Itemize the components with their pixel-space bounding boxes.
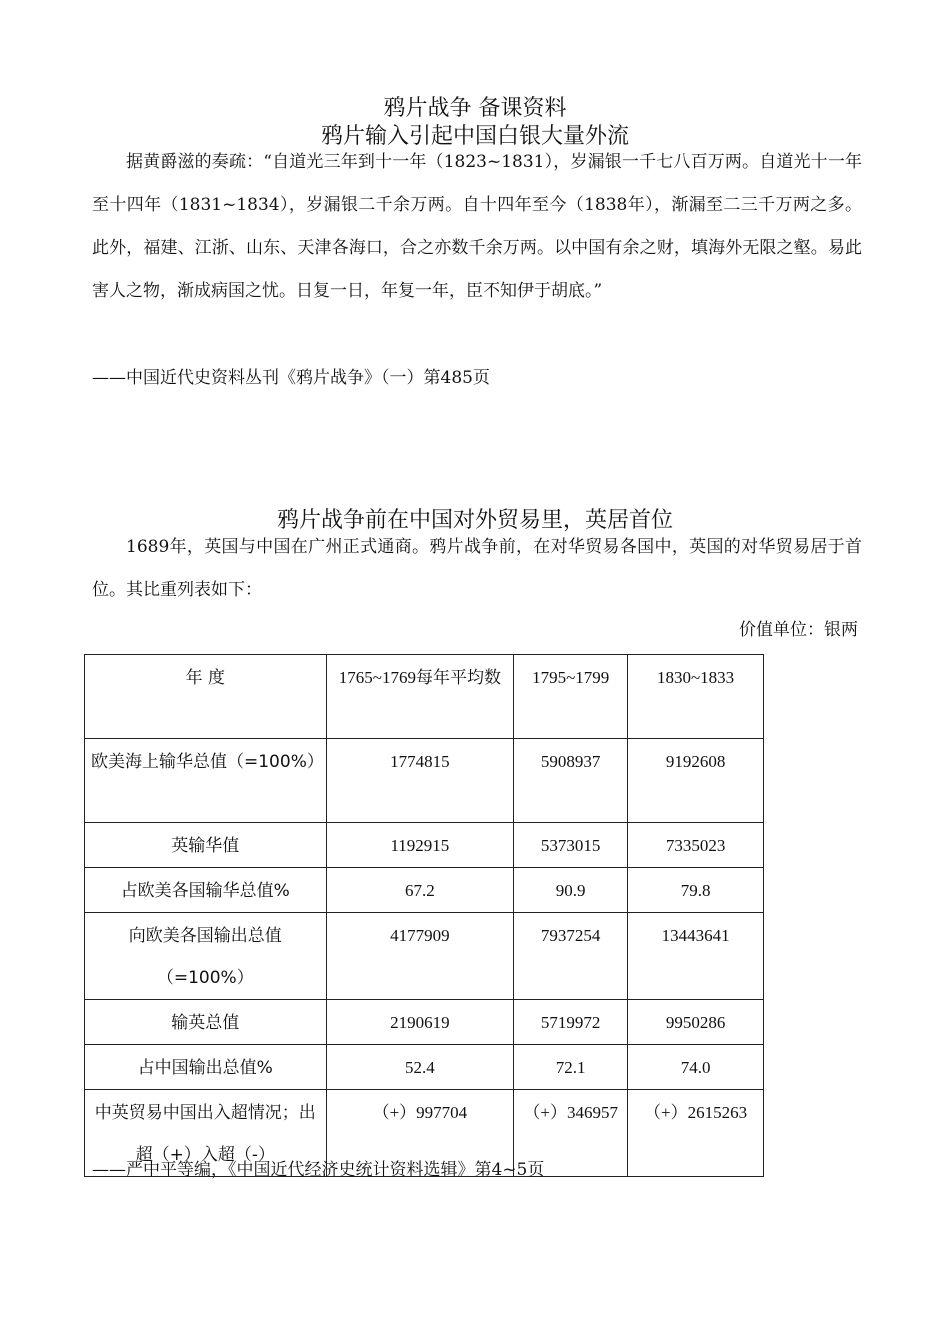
table-cell: 7335023 <box>628 823 764 868</box>
table-header-cell: 1765~1769每年平均数 <box>326 655 514 739</box>
table-cell: 90.9 <box>514 868 628 913</box>
table-cell: （+）2615263 <box>628 1090 764 1177</box>
table-cell: 5908937 <box>514 739 628 823</box>
table-cell: 7937254 <box>514 913 628 1000</box>
table-row <box>85 868 764 913</box>
table-row-label: 占中国输出总值% <box>85 1045 327 1090</box>
table-cell: 9192608 <box>628 739 764 823</box>
page-title: 鸦片战争 备课资料 <box>383 96 567 121</box>
table-cell: 2190619 <box>326 1000 514 1045</box>
table-cell: 79.8 <box>628 868 764 913</box>
table-row-label: 中英贸易中国出入超情况；出超（+）入超（-） <box>85 1090 327 1177</box>
table-row <box>85 739 764 823</box>
table-header-row <box>85 655 764 739</box>
table-cell: 5373015 <box>514 823 628 868</box>
table-cell: 4177909 <box>326 913 514 1000</box>
table-row-label: 向欧美各国输出总值（=100%） <box>85 913 327 1000</box>
table-row-label: 输英总值 <box>85 1000 327 1045</box>
table-cell: 1774815 <box>326 739 514 823</box>
section1-title: 鸦片输入引起中国白银大量外流 <box>320 124 629 149</box>
table-row-label: 英输华值 <box>85 823 327 868</box>
section1-source: ——中国近代史资料丛刊《鸦片战争》（一）第485页 <box>92 368 490 388</box>
table-cell: 5719972 <box>514 1000 628 1045</box>
table-cell: 1192915 <box>326 823 514 868</box>
table-cell: 67.2 <box>326 868 514 913</box>
table-row <box>85 913 764 1000</box>
table-cell: 9950286 <box>628 1000 764 1045</box>
table-cell: 72.1 <box>514 1045 628 1090</box>
table-cell: （+）346957 <box>514 1090 628 1177</box>
table-cell: 13443641 <box>628 913 764 1000</box>
table-header-cell: 1830~1833 <box>628 655 764 739</box>
trade-table <box>84 654 764 1177</box>
table-row <box>85 1045 764 1090</box>
table-row <box>85 823 764 868</box>
table-header-cell: 年 度 <box>85 655 327 739</box>
section2-source: ——严中平等编，《中国近代经济史统计资料选辑》第4~5页 <box>92 1160 545 1180</box>
section1-quote: 据黄爵滋的奏疏：“自道光三年到十一年（1823~1831），岁漏银一千七八百万两。自道光十一年至十四年（1831~1834），岁漏银二千余万两。自十四年至今（1838年），渐漏至二三千万两之多。此外，福建、江浙、山东、天津各海口，合之亦数千余万两。以中国有余之财，填海外无限之壑。易此害人之物，渐成病国之忧。日复一日，年复一年，臣不知伊于胡底。” <box>92 152 862 301</box>
table-row <box>85 1000 764 1045</box>
table-row-label: 欧美海上输华总值（=100%） <box>85 739 327 823</box>
section2-title: 鸦片战争前在中国对外贸易里，英居首位 <box>276 508 673 533</box>
table-cell: 52.4 <box>326 1045 514 1090</box>
section2-intro: 1689年，英国与中国在广州正式通商。鸦片战争前，在对华贸易各国中，英国的对华贸易居于首位。其比重列表如下： <box>92 537 862 600</box>
table-cell: （+）997704 <box>326 1090 514 1177</box>
value-unit-label: 价值单位：银两 <box>739 620 858 640</box>
table-cell: 74.0 <box>628 1045 764 1090</box>
table-header-cell: 1795~1799 <box>514 655 628 739</box>
table-row-label: 占欧美各国输华总值% <box>85 868 327 913</box>
